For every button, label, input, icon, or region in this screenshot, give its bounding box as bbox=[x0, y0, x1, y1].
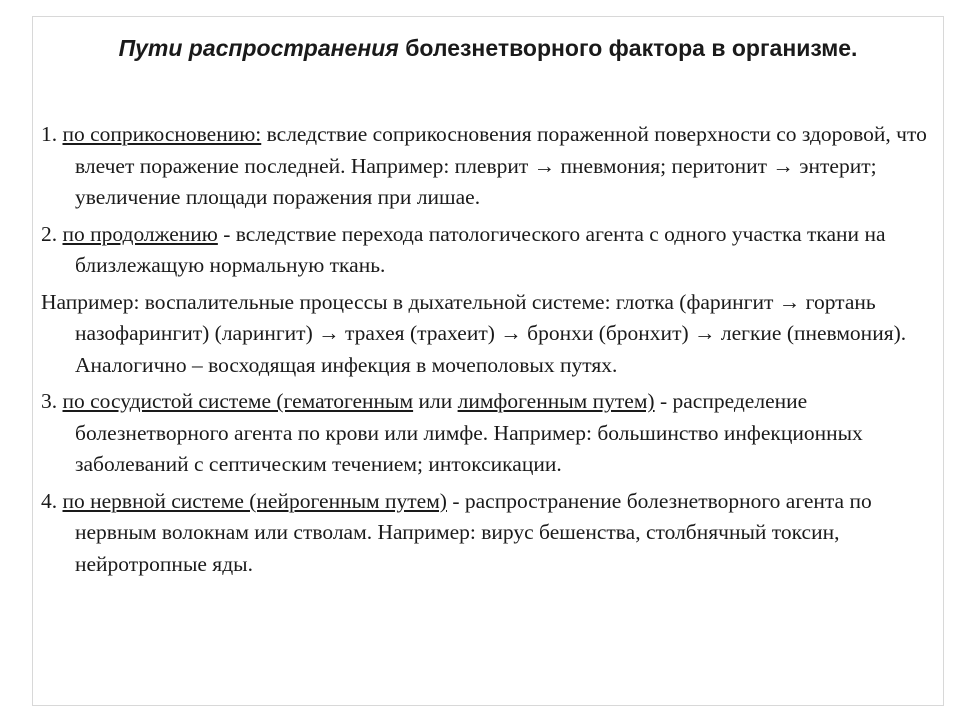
item-text: - вследствие перехода патологического агента с одного участка ткани на близлежащую нормальную ткань. bbox=[75, 221, 886, 277]
item-term: по нервной системе (нейрогенным путем) bbox=[62, 488, 447, 513]
item-text: - распределение болезнетворного агента по крови или лимфе. Например: большинство инфекционных заболеваний с септическим течением; интоксикации. bbox=[75, 389, 863, 476]
example-text: Например: воспалительные процессы в дыхательной системе: глотка (фарингит → гортань назофарингит) (ларингит) → трахея (трахеит) → бронхи (бронхит) → легкие (пневмония). Аналогично – восходящая инфекция в мочеполовых путях. bbox=[41, 289, 907, 377]
item-number: 4. bbox=[41, 488, 63, 513]
item-number: 3. bbox=[41, 389, 63, 413]
slide-title bbox=[53, 31, 923, 66]
item-text: вследствие соприкосновения пораженной поверхности со здоровой, что влечет поражение последней. Например: плеврит → пневмония; перитонит → энтерит; увеличение площади поражения при лишае. bbox=[75, 122, 927, 209]
example-paragraph bbox=[41, 287, 929, 382]
item-text: - распространение болезнетворного агента по нервным волокнам или стволам. Например: вирус бешенства, столбнячный токсин, нейротропные яды. bbox=[75, 488, 872, 576]
list-item-3 bbox=[41, 386, 929, 481]
title-italic-part: Пути распространения bbox=[118, 35, 399, 61]
slide-body bbox=[41, 119, 929, 585]
item-number: 2. bbox=[41, 221, 63, 246]
item-term-2: лимфогенным путем) bbox=[457, 389, 655, 413]
list-item-4 bbox=[41, 486, 929, 581]
item-term: по соприкосновению: bbox=[62, 122, 262, 146]
item-term: по продолжению bbox=[62, 221, 218, 246]
title-rest: болезнетворного фактора в организме. bbox=[398, 35, 858, 61]
item-number: 1. bbox=[41, 122, 63, 146]
list-item-2 bbox=[41, 219, 929, 282]
item-term: по сосудистой системе (гематогенным bbox=[62, 389, 414, 413]
item-connector: или bbox=[413, 389, 458, 413]
list-item-1 bbox=[41, 119, 929, 214]
slide bbox=[32, 16, 944, 706]
